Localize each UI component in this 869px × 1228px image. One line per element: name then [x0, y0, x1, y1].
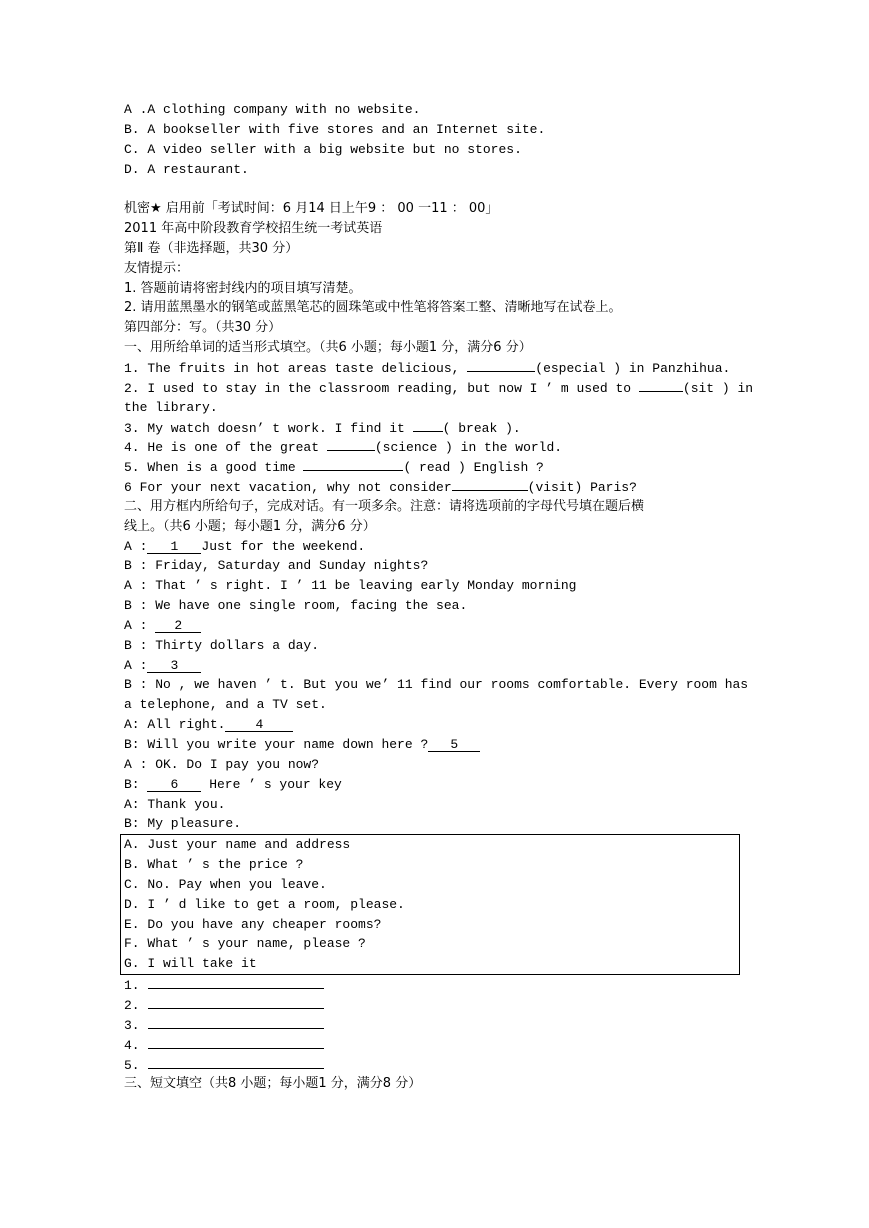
answer-blank-6[interactable]: [452, 477, 528, 491]
option-c: C. A video seller with a big website but no stores.: [124, 141, 522, 157]
question-3: [124, 418, 744, 438]
dialogue-blank-6[interactable]: 6: [147, 778, 201, 792]
dialogue-text: B: Will you write your name down here ?: [124, 737, 429, 752]
dialogue-line-6: B : Thirty dollars a day.: [124, 637, 320, 653]
speaker-a: A :: [124, 657, 148, 673]
answer-blank-2[interactable]: [639, 378, 683, 392]
box-option-b: B. What ’ s the price ?: [124, 857, 304, 873]
dialogue-blank-1[interactable]: 1: [147, 540, 201, 554]
answer-field-4[interactable]: [148, 1035, 324, 1049]
secret-label: 机密★ 启用前「考试时间：6 月14 日上午9 ： 00 一11 ： 00」: [124, 201, 499, 217]
question-4: [124, 437, 744, 457]
question-3-text: 3. My watch doesn’ t work. I find it: [124, 420, 413, 436]
answer-line-2: [124, 995, 744, 1015]
dialogue-line-7: [124, 656, 744, 676]
option-d: D. A restaurant.: [124, 161, 249, 177]
dialogue-text: A: All right.: [124, 717, 226, 733]
dialogue-line-3: A : That ’ s right. I ’ 11 be leaving early Monday morning: [124, 578, 577, 594]
answer-line-5: [124, 1055, 744, 1075]
question-2-text: 2. I used to stay in the classroom reading, but now I ’ m used to: [124, 380, 639, 396]
option-b: B. A bookseller with five stores and an Internet site.: [124, 121, 546, 137]
question-2-hint: (sit ) in: [682, 380, 754, 396]
answer-label: 3.: [124, 1017, 140, 1033]
dialogue-text: Just for the weekend.: [201, 538, 366, 554]
answer-line-4: [124, 1035, 744, 1055]
question-4-hint: (science ) in the world.: [374, 440, 563, 456]
answer-field-5[interactable]: [148, 1055, 324, 1069]
section-1-title: 一、用所给单词的适当形式填空。（共6 小题；每小题1 分，满分6 分）: [124, 340, 532, 356]
option-a: A .A clothing company with no website.: [124, 102, 421, 117]
tip-2: 2. 请用蓝黑墨水的钢笔或蓝黑笔芯的圆珠笔或中性笔将答案工整、清晰地写在试卷上。: [124, 300, 622, 316]
dialogue-blank-3[interactable]: 3: [147, 659, 201, 673]
question-2-cont: the library.: [124, 399, 218, 415]
dialogue-line-12: [124, 775, 744, 795]
dialogue-line-1: [124, 537, 744, 557]
section-3-title: 三、短文填空（共8 小题；每小题1 分，满分8 分）: [124, 1076, 422, 1092]
exam-title: 2011 年高中阶段教育学校招生统一考试英语: [124, 221, 383, 237]
box-option-d: D. I ’ d like to get a room, please.: [124, 896, 405, 912]
question-1-hint: (especial ) in Panzhihua.: [535, 360, 731, 376]
box-option-c: C. No. Pay when you leave.: [124, 876, 327, 892]
dialogue-blank-4[interactable]: 4: [225, 718, 293, 732]
dialogue-line-10: [124, 735, 744, 755]
spacer: [124, 179, 744, 199]
speaker-a: A :: [124, 617, 156, 633]
box-option-g: G. I will take it: [124, 956, 257, 972]
dialogue-line-4: B : We have one single room, facing the sea.: [124, 598, 468, 614]
answer-label: 2.: [124, 997, 140, 1013]
options-box: [120, 834, 740, 975]
answer-line-1: [124, 975, 744, 995]
question-5-text: 5. When is a good time: [124, 460, 304, 476]
tip-1: 1. 答题前请将密封线内的项目填写清楚。: [124, 280, 362, 296]
dialogue-line-2: B : Friday, Saturday and Sunday nights?: [124, 558, 429, 574]
answer-blank-1[interactable]: [467, 358, 535, 372]
dialogue-blank-5[interactable]: 5: [428, 738, 480, 752]
question-2: [124, 378, 754, 398]
answer-blank-4[interactable]: [327, 437, 375, 451]
dialogue-line-14: B: My pleasure.: [124, 816, 242, 832]
dialogue-blank-2[interactable]: 2: [155, 619, 201, 633]
question-6-hint: (visit) Paris?: [527, 480, 637, 496]
dialogue-text: Here ’ s your key: [201, 776, 342, 792]
question-1-text: 1. The fruits in hot areas taste delicious,: [124, 360, 468, 376]
question-1: [124, 358, 744, 378]
answer-blank-3[interactable]: [413, 418, 443, 432]
exam-page: [124, 100, 754, 1094]
answer-line-3: [124, 1015, 744, 1035]
box-option-e: E. Do you have any cheaper rooms?: [124, 916, 382, 932]
speaker-a: A :: [124, 538, 148, 554]
volume-title: 第Ⅱ 卷（非选择题，共30 分）: [124, 240, 299, 256]
dialogue-line-11: A : OK. Do I pay you now?: [124, 756, 320, 772]
part-4-title: 第四部分：写。（共30 分）: [124, 320, 282, 336]
question-3-hint: ( break ).: [442, 420, 521, 436]
answer-field-1[interactable]: [148, 975, 324, 989]
dialogue-line-8: B : No , we haven ’ t. But you we’ 11 find our rooms comfortable. Every room has: [124, 677, 749, 693]
answer-label: 4.: [124, 1037, 140, 1053]
question-6-text: 6 For your next vacation, why not consider: [124, 480, 452, 496]
section-2-title-line-1: 二、用方框内所给句子，完成对话。有一项多余。注意：请将选项前的字母代号填在题后横: [124, 498, 645, 514]
answer-label: 1.: [124, 978, 140, 994]
section-2-title-line-2: 线上。（共6 小题；每小题1 分，满分6 分）: [124, 518, 376, 534]
dialogue-line-13: A: Thank you.: [124, 796, 226, 812]
answer-label: 5.: [124, 1057, 140, 1073]
answer-field-3[interactable]: [148, 1015, 324, 1029]
question-4-text: 4. He is one of the great: [124, 440, 327, 456]
question-5: [124, 457, 744, 477]
speaker-b: B:: [124, 776, 148, 792]
box-option-f: F. What ’ s your name, please ?: [124, 936, 366, 952]
dialogue-line-5: [124, 616, 744, 636]
dialogue-line-9: [124, 715, 744, 735]
tips-label: 友情提示：: [124, 260, 190, 276]
box-option-a: A. Just your name and address: [124, 837, 351, 853]
dialogue-line-8-cont: a telephone, and a TV set.: [124, 697, 327, 713]
question-6: [124, 477, 744, 497]
question-5-hint: ( read ) English ?: [403, 460, 544, 476]
answer-field-2[interactable]: [148, 995, 324, 1009]
answer-blank-5[interactable]: [303, 457, 403, 471]
